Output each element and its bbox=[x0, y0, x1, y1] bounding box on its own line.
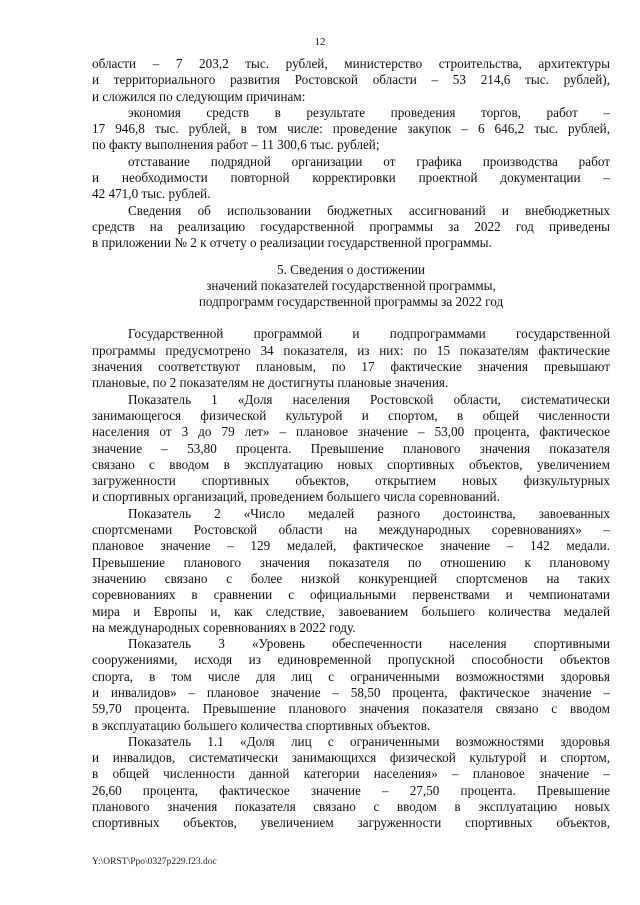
paragraph-line: Показатель 1.1 «Доля лиц с ограниченными возможностями здоровья bbox=[128, 733, 610, 749]
paragraph-line: Показатель 1 «Доля населения Ростовской области, систематически bbox=[128, 391, 610, 407]
paragraph-line: 17 946,8 тыс. рублей, в том числе: проведение закупок – 6 646,2 тыс. рублей, bbox=[92, 121, 610, 137]
paragraph-line: плановые, по 2 показателям не достигнуты плановые значения. bbox=[92, 375, 449, 391]
paragraph-line: плановое значение – 129 медалей, фактическое значение – 142 медали. bbox=[92, 538, 610, 554]
paragraph-line: и необходимости повторной корректировки проектной документации – bbox=[92, 170, 610, 186]
page-number: 12 bbox=[314, 36, 326, 48]
paragraph-line: мира и Европы и, как следствие, завоеванием большего количества медалей bbox=[92, 603, 610, 619]
paragraph-line: и территориального развития Ростовской области – 53 214,6 тыс. рублей), bbox=[92, 72, 610, 88]
paragraph-line: по факту выполнения работ – 11 300,6 тыс. рублей; bbox=[92, 137, 380, 153]
paragraph-line: сооружениями, исходя из единовременной пропускной способности объектов bbox=[92, 652, 610, 668]
paragraph-line: Показатель 3 «Уровень обеспеченности населения спортивными bbox=[128, 636, 610, 652]
paragraphs-bottom bbox=[92, 326, 610, 831]
paragraph-line: планового значения показателя связано с вводом в эксплуатацию новых bbox=[92, 799, 610, 815]
paragraph-line: средств на реализацию государственной программы за 2022 год приведены bbox=[92, 218, 610, 234]
section-heading-line: 5. Сведения о достижении bbox=[276, 261, 425, 277]
paragraph-line: загруженности спортивных объектов, открытием новых физкультурных bbox=[92, 473, 610, 489]
paragraph-line: и спортивных организаций, проведением большего числа соревнований. bbox=[92, 489, 500, 505]
paragraph-line: 26,60 процента, фактическое значение – 27,50 процента. Превышение bbox=[92, 782, 610, 798]
paragraph-line: соревнованиях в сравнении с официальными первенствами и чемпионатами bbox=[92, 587, 610, 603]
paragraph-line: в приложении № 2 к отчету о реализации государственной программы. bbox=[92, 235, 492, 251]
section-heading-line: значений показателей государственной программы, bbox=[206, 277, 496, 293]
paragraph-line: в общей численности данной категории населения» – плановое значение – bbox=[92, 766, 610, 782]
paragraph-line: значение – 53,80 процента. Превышение планового значения показателя bbox=[92, 440, 610, 456]
paragraph-line: значению связано с более низкой конкуренцией спортсменов на таких bbox=[92, 570, 610, 586]
paragraphs-top bbox=[92, 56, 610, 252]
file-path-footer: Y:\ORST\Ppo\0327p229.f23.doc bbox=[92, 857, 217, 867]
paragraph-line: Превышение планового значения показателя по отношению к плановому bbox=[92, 554, 610, 570]
paragraph-line: в эксплуатацию большего количества спортивных объектов. bbox=[92, 717, 431, 733]
paragraph-line: спортсменами Ростовской области на международных соревнованиях» – bbox=[92, 522, 610, 538]
paragraph-line: Показатель 2 «Число медалей разного достоинства, завоеванных bbox=[128, 505, 610, 521]
paragraph-line: связано с вводом в эксплуатацию новых спортивных объектов, увеличением bbox=[92, 456, 610, 472]
paragraph-line: области – 7 203,2 тыс. рублей, министерство строительства, архитектуры bbox=[92, 56, 610, 71]
paragraph-line: 59,70 процента. Превышение планового значения показателя связано с вводом bbox=[92, 701, 610, 717]
paragraph-line: отставание подрядной организации от графика производства работ bbox=[128, 153, 610, 169]
paragraph-line: и инвалидов» – плановое значение – 58,50 процента, фактическое значение – bbox=[92, 684, 610, 700]
paragraph-line: Сведения об использовании бюджетных ассигнований и внебюджетных bbox=[128, 202, 610, 218]
paragraph-line: и инвалидов, систематически занимающихся физической культурой и спортом, bbox=[92, 750, 610, 766]
paragraph-line: занимающегося физической культурой и спортом, в общей численности bbox=[92, 407, 610, 423]
paragraph-line: программы предусмотрено 34 показателя, из них: по 15 показателям фактические bbox=[92, 342, 610, 358]
paragraph-line: и сложился по следующим причинам: bbox=[92, 88, 306, 104]
paragraph-line: населения от 3 до 79 лет» – плановое значение – 53,00 процента, фактическое bbox=[92, 424, 610, 440]
section-heading-line: подпрограмм государственной программы за 2022 год bbox=[198, 294, 504, 310]
document-body bbox=[92, 56, 610, 832]
paragraph-line: значения соответствуют плановым, по 17 фактические значения превышают bbox=[92, 359, 610, 375]
paragraph-line: на международных соревнованиях в 2022 году. bbox=[92, 619, 356, 635]
paragraph-line: экономия средств в результате проведения торгов, работ – bbox=[128, 104, 610, 120]
paragraph-line: 42 471,0 тыс. рублей. bbox=[92, 186, 211, 202]
paragraph-line: спорта, в том числе для лиц с ограниченными возможностями здоровья bbox=[92, 668, 610, 684]
section-heading bbox=[92, 262, 610, 311]
paragraph-line: Государственной программой и подпрограммами государственной bbox=[128, 326, 610, 342]
paragraph-line: спортивных объектов, увеличением загруженности спортивных объектов, bbox=[92, 815, 610, 831]
